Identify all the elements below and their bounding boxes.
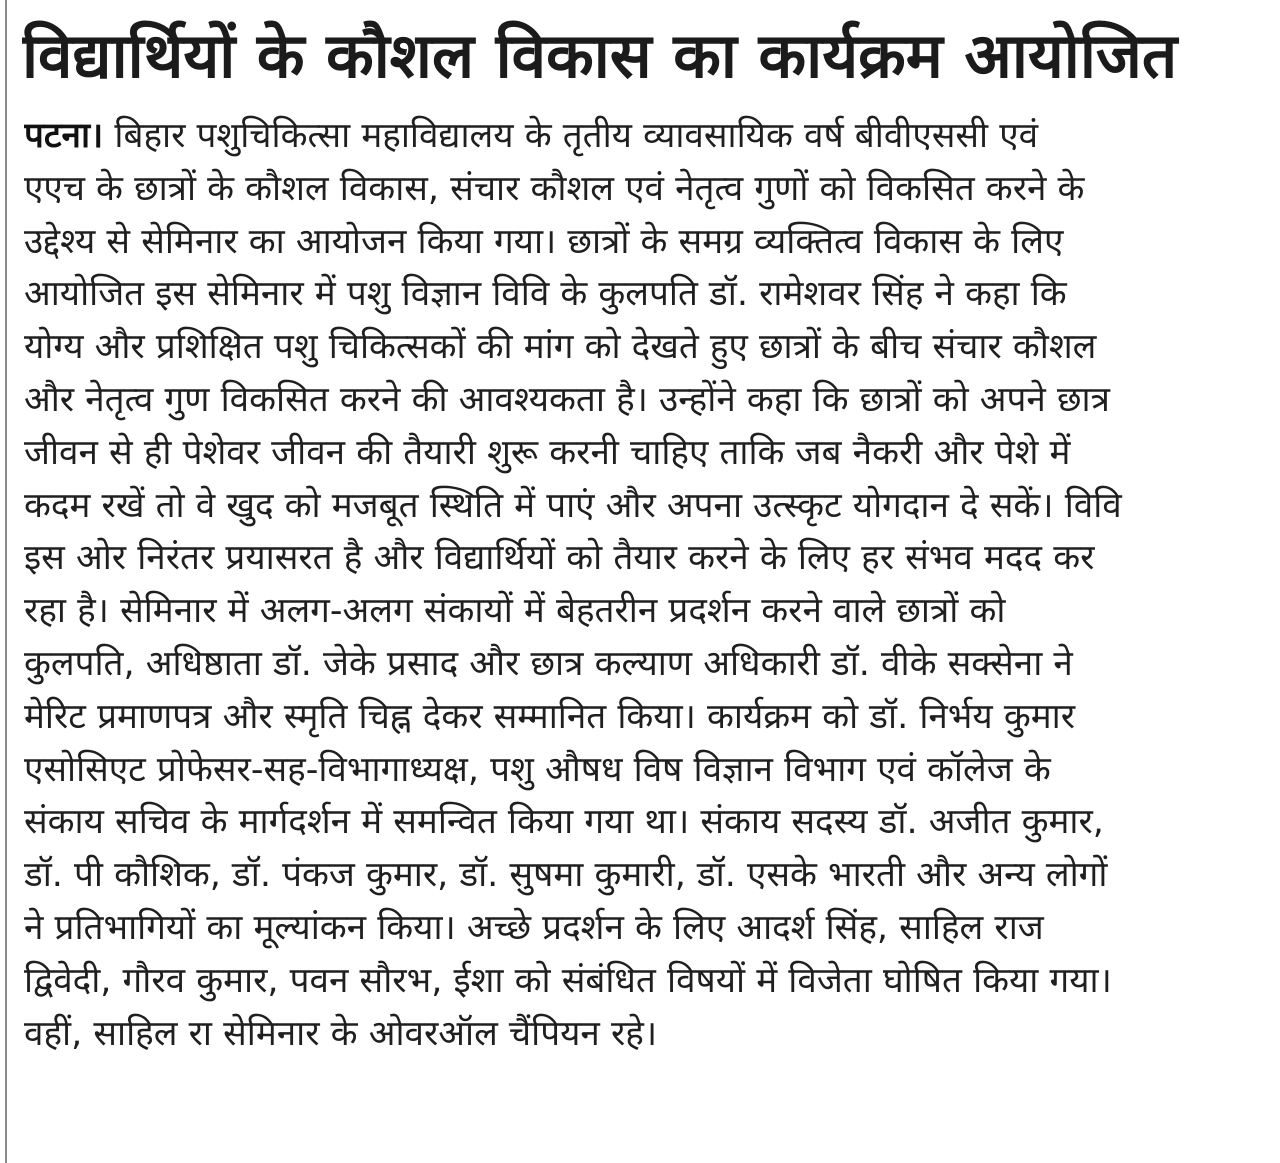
headline: विद्यार्थियों के कौशल विकास का कार्यक्रम आयोजित [22, 19, 1178, 92]
article-line: जीवन से ही पेशेवर जीवन की तैयारी शुरू करनी चाहिए ताकि जब नैकरी और पेशे में [24, 432, 1071, 473]
dateline: पटना। [24, 116, 104, 156]
article-line: योग्य और प्रशिक्षित पशु चिकित्सकों की मांग को देखते हुए छात्रों के बीच संचार कौशल [24, 327, 1097, 368]
article-line: और नेतृत्व गुण विकसित करने की आवश्यकता है। उन्होंने कहा कि छात्रों को अपने छात्र [24, 379, 1110, 420]
article-line: इस ओर निरंतर प्रयासरत है और विद्यार्थियों को तैयार करने के लिए हर संभव मदद कर [24, 538, 1095, 579]
article-line: डॉ. पी कौशिक, डॉ. पंकज कुमार, डॉ. सुषमा कुमारी, डॉ. एसके भारती और अन्य लोगों [24, 855, 1108, 896]
article-line: संकाय सचिव के मार्गदर्शन में समन्वित किया गया था। संकाय सदस्य डॉ. अजीत कुमार, [24, 802, 1104, 843]
article-line: द्विवेदी, गौरव कुमार, पवन सौरभ, ईशा को संबंधित विषयों में विजेता घोषित किया गया। [24, 960, 1112, 1001]
article-line: वहीं, साहिल रा सेमिनार के ओवरऑल चैंपियन रहे। [24, 1013, 658, 1054]
article-line: एएच के छात्रों के कौशल विकास, संचार कौशल एवं नेतृत्व गुणों को विकसित करने के [24, 168, 1085, 209]
article-line: एसोसिएट प्रोफेसर-सह-विभागाध्यक्ष, पशु औषध विष विज्ञान विभाग एवं कॉलेज के [24, 749, 1051, 790]
article-line [24, 110, 1264, 163]
article-line: ने प्रतिभागियों का मूल्यांकन किया। अच्छे प्रदर्शन के लिए आदर्श सिंह, साहिल राज [24, 907, 1044, 948]
article-body [24, 110, 1264, 1060]
article-line: उद्देश्य से सेमिनार का आयोजन किया गया। छात्रों के समग्र व्यक्तित्व विकास के लिए [24, 221, 1064, 262]
column-divider [5, 0, 7, 1163]
article-line-text: बिहार पशुचिकित्सा महाविद्यालय के तृतीय व्यावसायिक वर्ष बीवीएससी एवं [103, 116, 1039, 156]
article-line: मेरिट प्रमाणपत्र और स्मृति चिह्न देकर सम्मानित किया। कार्यक्रम को डॉ. निर्भय कुमार [24, 696, 1076, 737]
article-line: रहा है। सेमिनार में अलग-अलग संकायों में बेहतरीन प्रदर्शन करने वाले छात्रों को [24, 591, 1006, 632]
article-line: आयोजित इस सेमिनार में पशु विज्ञान विवि के कुलपति डॉ. रामेशवर सिंह ने कहा कि [24, 274, 1067, 315]
article-line: कुलपति, अधिष्ठाता डॉ. जेके प्रसाद और छात्र कल्याण अधिकारी डॉ. वीके सक्सेना ने [24, 643, 1073, 684]
article-line: कदम रखें तो वे खुद को मजबूत स्थिति में पाएं और अपना उत्स्कृट योगदान दे सकें। विवि [24, 485, 1122, 526]
